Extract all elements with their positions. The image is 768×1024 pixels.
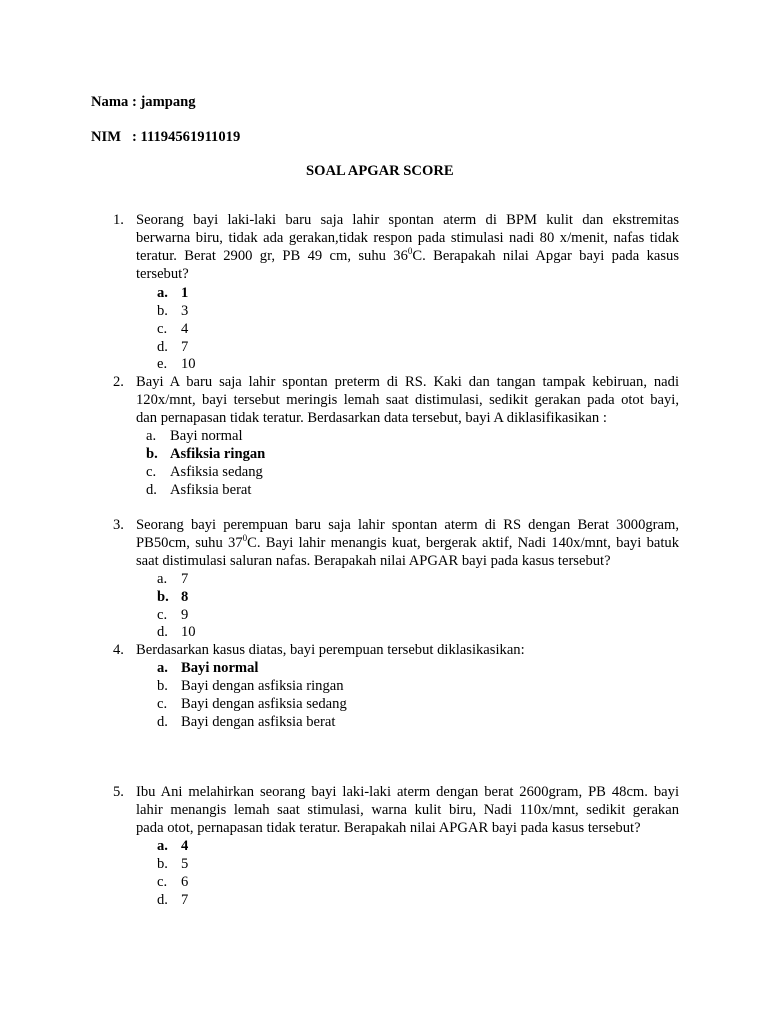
document-title: SOAL APGAR SCORE [306,163,454,179]
option-text: 3 [181,303,189,319]
option-text: 7 [181,339,189,355]
option-text: Asfiksia berat [170,482,252,498]
option-letter: a. [146,428,157,444]
option-letter: c. [157,321,168,337]
question-text-line: Berdasarkan kasus diatas, bayi perempuan tersebut diklasikasikan: [136,642,525,658]
option-letter: d. [157,339,168,355]
option-text: 9 [181,607,189,623]
option-text: 8 [181,589,189,605]
question-text-segment: teratur. Berat 2900 gr, PB 49 cm, suhu 36 [136,248,408,264]
option-text: 7 [181,571,189,587]
question-number: 3. [113,517,124,533]
question-number: 4. [113,642,124,658]
question-text-line: Ibu Ani melahirkan seorang bayi laki-laki aterm dengan berat 2600gram, PB 48cm. bayi [136,784,679,800]
option-letter: b. [146,446,158,462]
option-letter: a. [157,571,168,587]
degree-superscript: 0 [407,246,413,257]
option-letter: e. [157,356,168,372]
option-text: 5 [181,856,189,872]
option-text: 7 [181,892,189,908]
question-text-line: Bayi A baru saja lahir spontan preterm di RS. Kaki dan tangan tampak kebiruan, nadi [136,374,679,390]
option-letter: a. [157,285,168,301]
question-text-line: saat distimulasi saluran nafas. Berapakah nilai APGAR bayi pada kasus tersebut? [136,553,611,569]
question-text-segment: PB50cm, suhu 37 [136,535,243,551]
option-letter: b. [157,856,168,872]
option-letter: c. [157,607,168,623]
option-letter: d. [157,714,168,730]
question-number: 5. [113,784,124,800]
question-text-line: pada otot, pernapasan tidak teratur. Berapakah nilai APGAR bayi pada kasus tersebut? [136,820,641,836]
option-letter: d. [146,482,157,498]
option-text: Asfiksia ringan [170,446,266,462]
option-text: 4 [181,838,189,854]
question-text-line [136,534,679,552]
option-text: Asfiksia sedang [170,464,263,480]
question-number: 1. [113,212,124,228]
question-text-line [136,247,679,265]
option-letter: c. [146,464,157,480]
option-letter: a. [157,660,168,676]
question-text-segment: C. Bayi lahir menangis kuat, bergerak aktif, Nadi 140x/mnt, bayi batuk [247,535,679,551]
question-text-line: berwarna biru, tidak ada gerakan,tidak respon pada stimulasi nadi 80 x/menit, nafas tidak [136,230,679,246]
option-text: 10 [181,356,196,372]
question-text-segment: C. Berapakah nilai Apgar bayi pada kasus [412,248,679,264]
option-text: 6 [181,874,189,890]
question-number: 2. [113,374,124,390]
option-text: 4 [181,321,189,337]
option-letter: c. [157,874,168,890]
question-text-line: lahir menangis lemah saat stimulasi, warna kulit biru, Nadi 110x/mnt, sedikit gerakan [136,802,679,818]
option-letter: b. [157,678,168,694]
option-text: 10 [181,624,196,640]
option-letter: b. [157,303,168,319]
option-text: Bayi dengan asfiksia sedang [181,696,347,712]
option-letter: a. [157,838,168,854]
question-text-line: Seorang bayi laki-laki baru saja lahir spontan aterm di BPM kulit dan ekstremitas [136,212,679,228]
option-letter: b. [157,589,169,605]
question-text-line: dan pernapasan tidak teratur. Berdasarkan data tersebut, bayi A diklasifikasikan : [136,410,607,426]
question-text-line: Seorang bayi perempuan baru saja lahir spontan aterm di RS dengan Berat 3000gram, [136,517,679,533]
option-text: 1 [181,285,189,301]
nim-label: NIM [91,129,121,145]
option-letter: d. [157,624,168,640]
option-text: Bayi normal [170,428,243,444]
option-text: Bayi dengan asfiksia ringan [181,678,344,694]
option-letter: c. [157,696,168,712]
nim-value: : 11194561911019 [132,129,241,145]
option-letter: d. [157,892,168,908]
question-text-line: 120x/mnt, bayi tersebut meringis lemah saat distimulasi, sedikit gerakan pada otot bayi, [136,392,679,408]
option-text: Bayi normal [181,660,259,676]
option-text: Bayi dengan asfiksia berat [181,714,336,730]
student-name: Nama : jampang [91,94,196,110]
question-text-line: tersebut? [136,266,189,282]
degree-superscript: 0 [242,533,248,544]
